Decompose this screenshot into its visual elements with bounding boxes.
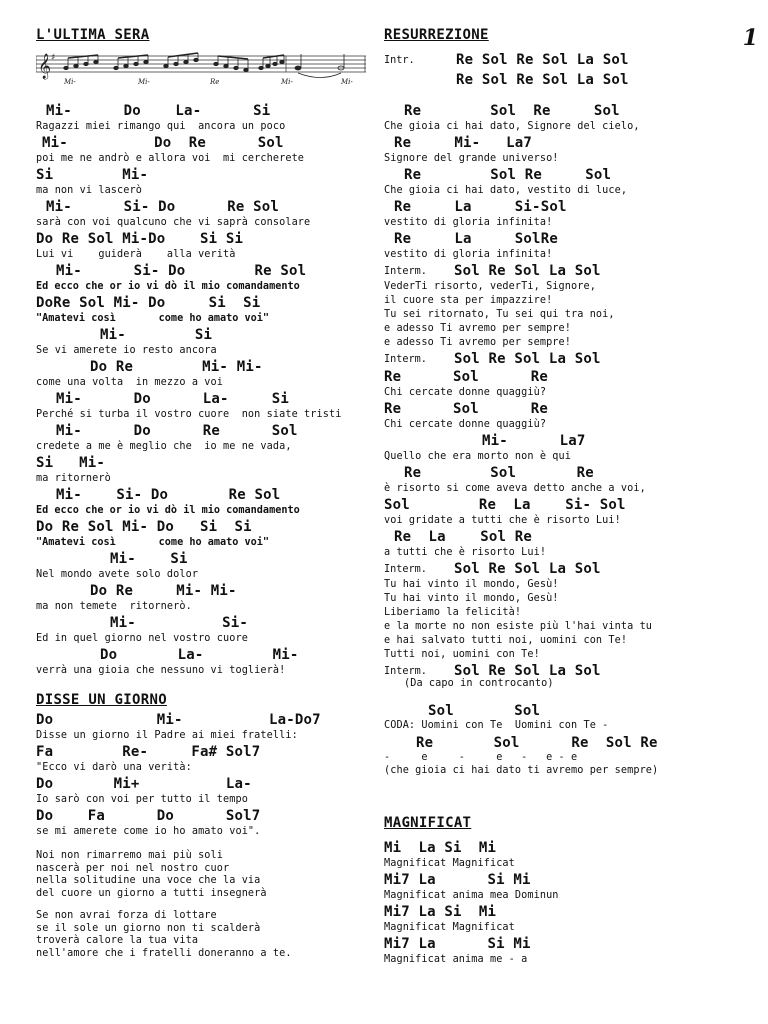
lyric-line: Nel mondo avete solo dolor — [36, 569, 199, 580]
song-title-disse-un-giorno: DISSE UN GIORNO — [36, 692, 167, 708]
lyric-line: Magnificat anima mea Dominun — [384, 890, 559, 901]
lyric-line: Ed ecco che or io vi dò il mio comandamento — [36, 505, 300, 516]
verse-line: Se non avrai forza di lottare — [36, 910, 217, 921]
lyric-line: vestito di gloria infinita! — [384, 217, 553, 228]
lyric-line: VederTi risorto, vederTi, Signore, — [384, 281, 596, 292]
chord-line: Mi- Do Re Sol — [42, 135, 284, 151]
lyric-line: Ed in quel giorno nel vostro cuore — [36, 633, 248, 644]
lyric-line: e adesso Ti avremo per sempre! — [384, 337, 572, 348]
chord-line: Re La Sol Re — [394, 529, 533, 545]
lyric-line: Chi cercate donne quaggiù? — [384, 419, 547, 430]
staff-notes — [64, 53, 344, 78]
interlude-label: Interm. — [384, 266, 427, 277]
chord-line: Do Mi- La-Do7 — [36, 712, 321, 728]
song-title-ultima-sera: L'ULTIMA SERA — [36, 27, 150, 43]
lyric-line: verrà una gioia che nessuno vi toglierà! — [36, 665, 286, 676]
svg-text:♯: ♯ — [51, 53, 56, 63]
lyric-line: sarà con voi qualcuno che vi saprà consolare — [36, 217, 311, 228]
chord-line: Re Sol Re — [404, 465, 594, 481]
chord-line: Mi- Si — [100, 327, 213, 343]
lyric-line: credete a me è meglio che io me ne vada, — [36, 441, 292, 452]
chord-line: Re Sol Re Sol — [404, 167, 612, 183]
lyric-line: è risorto si come aveva detto anche a voi, — [384, 483, 646, 494]
coda-vowels: - e - e - e - e — [384, 752, 578, 763]
lyric-line: ma non temete ritornerò. — [36, 601, 192, 612]
lyric-line: Tutti noi, uomini con Te! — [384, 649, 540, 660]
verse-line: troverà calore la tua vita — [36, 935, 199, 946]
lyric-line: e hai salvato tutti noi, uomini con Te! — [384, 635, 628, 646]
chord-line: Mi- Si- Do Re Sol — [46, 199, 279, 215]
lyric-line: se mi amerete come io ho amato voi". — [36, 826, 261, 837]
chord-line: Do Mi+ La- — [36, 776, 252, 792]
lyric-line: "Ecco vi darò una verità: — [36, 762, 192, 773]
interlude-chords: Sol Re Sol La Sol — [454, 263, 601, 279]
lyric-line: Ragazzi miei rimango qui ancora un poco — [36, 121, 286, 132]
chord-line: Mi- La7 — [482, 433, 586, 449]
lyric-line: "Amatevi così come ho amato voi" — [36, 313, 270, 324]
lyric-line: Lui vi guiderà alla verità — [36, 249, 236, 260]
chord-line: Mi7 La Si Mi — [384, 936, 531, 952]
chord-line: Do Re Mi- Mi- — [90, 583, 237, 599]
interlude-label: Interm. — [384, 666, 427, 677]
coda-chords-1: Sol Sol — [428, 703, 541, 719]
chord-line: Re Sol Re — [384, 401, 548, 417]
music-staff — [36, 46, 366, 88]
intro-chords-2: Re Sol Re Sol La Sol — [456, 72, 629, 88]
interlude-chords: Sol Re Sol La Sol — [454, 561, 601, 577]
verse-line: se il sole un giorno non ti scalderà — [36, 922, 261, 934]
chord-line: Re La Si-Sol — [394, 199, 567, 215]
lyric-line: voi gridate a tutti che è risorto Lui! — [384, 515, 621, 526]
lyric-line: Ed ecco che or io vi dò il mio comandamento — [36, 281, 300, 292]
chord-line: Re La SolRe — [394, 231, 558, 247]
coda-chords-2: Re Sol Re Sol Re — [416, 735, 658, 751]
chord-line: Mi- Do La- Si — [46, 103, 271, 119]
svg-text:Mi-: Mi- — [138, 78, 150, 86]
svg-text:Mi-: Mi- — [64, 78, 76, 86]
svg-text:Mi-: Mi- — [341, 78, 353, 86]
chord-line: Re Sol Re — [384, 369, 548, 385]
lyric-line: e adesso Ti avremo per sempre! — [384, 323, 572, 334]
chord-line: Do Re Mi- Mi- — [90, 359, 263, 375]
chord-line: Mi7 La Si Mi — [384, 872, 531, 888]
lyric-line: come una volta in mezzo a voi — [36, 377, 224, 388]
lyric-line: Io sarò con voi per tutto il tempo — [36, 794, 248, 805]
chord-line: Mi7 La Si Mi — [384, 904, 497, 920]
verse-line: nella solitudine una voce che la via — [36, 875, 261, 886]
chord-line: Mi- Si- Do Re Sol — [56, 487, 281, 503]
chord-line: Do Re Sol Mi- Do Si Si — [36, 519, 252, 535]
interlude-label: Interm. — [384, 564, 427, 575]
chord-line: Do Re Sol Mi-Do Si Si — [36, 231, 244, 247]
interlude-chords: Sol Re Sol La Sol — [454, 663, 601, 679]
svg-text:Re: Re — [210, 78, 220, 86]
lyric-line: Magnificat anima me - a — [384, 954, 528, 965]
svg-text:Mi-: Mi- — [281, 78, 293, 86]
chord-line: Mi La Si Mi — [384, 840, 497, 856]
lyric-line: Signore del grande universo! — [384, 153, 559, 164]
song-title-resurrezione: RESURREZIONE — [384, 27, 489, 43]
chord-line: Mi- Do La- Si — [56, 391, 289, 407]
chord-line: Mi- Do Re Sol — [56, 423, 298, 439]
chord-line: Re Mi- La7 — [394, 135, 533, 151]
coda-text: CODA: Uomini con Te Uomini con Te - — [384, 720, 609, 731]
chord-line: Mi- Si — [110, 551, 188, 567]
lyric-line: poi me ne andrò e allora voi mi cercherete — [36, 153, 305, 164]
chord-line: Do La- Mi- — [100, 647, 299, 663]
lyric-line: Perché si turba il vostro cuore non siate tristi — [36, 409, 342, 420]
lyric-line: Tu sei ritornato, Tu sei qui tra noi, — [384, 309, 615, 320]
lyric-line: Tu hai vinto il mondo, Gesù! — [384, 579, 559, 590]
staff-chord-labels — [63, 78, 353, 86]
lyric-line: ma non vi lascerò — [36, 185, 142, 196]
chord-line: Mi- Si- — [110, 615, 249, 631]
intro-chords-1: Re Sol Re Sol La Sol — [456, 52, 629, 68]
interlude-chords: Sol Re Sol La Sol — [454, 351, 601, 367]
chord-line: Re Sol Re Sol — [404, 103, 620, 119]
chord-line: Sol Re La Si- Sol — [384, 497, 626, 513]
lyric-line: Tu hai vinto il mondo, Gesù! — [384, 593, 559, 604]
lyric-line: Che gioia ci hai dato, vestito di luce, — [384, 185, 628, 196]
lyric-line: Chi cercate donne quaggiù? — [384, 387, 547, 398]
chord-line: Mi- Si- Do Re Sol — [56, 263, 307, 279]
verse-line: Noi non rimarremo mai più soli — [36, 850, 224, 861]
lyric-line: vestito di gloria infinita! — [384, 249, 553, 260]
coda-paren: (che gioia ci hai dato ti avremo per sempre) — [384, 765, 659, 776]
verse-line: del cuore un giorno a tutti insegnerà — [36, 887, 267, 899]
lyric-line: il cuore sta per impazzire! — [384, 295, 553, 306]
chord-line: Si Mi- — [36, 167, 149, 183]
chord-line: Si Mi- — [36, 455, 106, 471]
lyric-line: ma ritornerò — [36, 473, 111, 484]
lyric-line: "Amatevi così come ho amato voi" — [36, 537, 270, 548]
intro-label: Intr. — [384, 55, 415, 66]
page-number: 1 — [742, 25, 758, 51]
lyric-line: e la morte no non esiste più l'hai vinta tu — [384, 621, 653, 632]
lyric-line: Che gioia ci hai dato, Signore del cielo, — [384, 121, 640, 132]
lyric-line: Quello che era morto non è qui — [384, 451, 572, 462]
interlude-label: Interm. — [384, 354, 427, 365]
song-title-magnificat: MAGNIFICAT — [384, 815, 472, 831]
verse-line: nell'amore che i fratelli doneranno a te. — [36, 947, 292, 959]
lyric-line: Se vi amerete io resto ancora — [36, 345, 217, 356]
lyric-line: a tutti che è risorto Lui! — [384, 547, 547, 558]
treble-clef-icon: 𝄞 — [38, 54, 52, 79]
verse-line: nascerà per noi nel nostro cuor — [36, 862, 230, 874]
chord-line: Fa Re- Fa# Sol7 — [36, 744, 261, 760]
lyric-line: Disse un giorno il Padre ai miei fratelli: — [36, 730, 298, 741]
lyric-line: Liberiamo la felicità! — [384, 607, 522, 618]
da-capo-note: (Da capo in controcanto) — [404, 678, 554, 689]
chord-line: DoRe Sol Mi- Do Si Si — [36, 295, 261, 311]
lyric-line: Magnificat Magnificat — [384, 858, 515, 869]
lyric-line: Magnificat Magnificat — [384, 922, 515, 933]
chord-line: Do Fa Do Sol7 — [36, 808, 261, 824]
